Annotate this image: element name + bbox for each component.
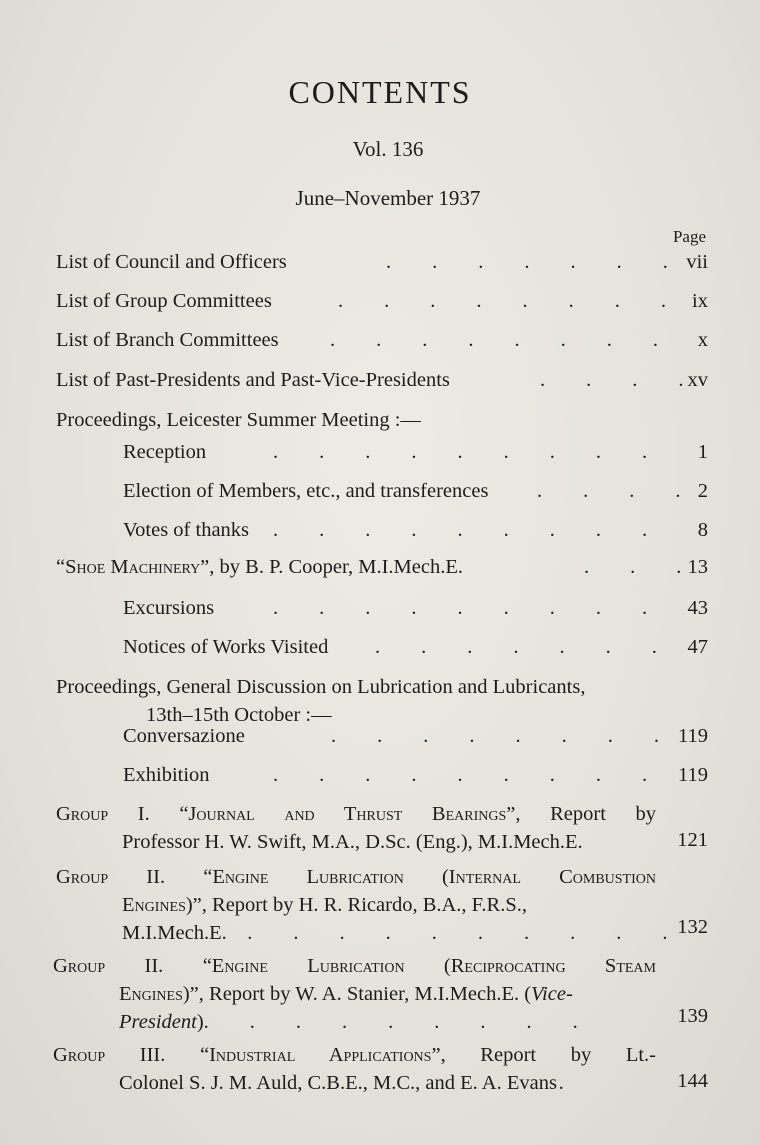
toc-entry-group-3[interactable] [53, 1041, 656, 1097]
toc-entry-label: Excursions [123, 597, 215, 619]
group-entry-line: Group I. “Journal and Thrust Bearings”, Report by [56, 803, 657, 825]
paper-author: , by B. P. Cooper, M.I.Mech.E. [209, 556, 464, 578]
toc-subentry[interactable] [123, 722, 708, 750]
toc-entry-label: List of Branch Committees [56, 329, 279, 351]
leader-dots: . . . . . . . [375, 636, 657, 658]
leader-dots: . . . . . . . . [330, 329, 658, 351]
toc-entry-page-row [660, 1067, 708, 1095]
leader-dots: . . . . [540, 369, 684, 391]
toc-entry[interactable] [56, 248, 708, 276]
group-entry-line: Colonel S. J. M. Auld, C.B.E., M.C., and E. A. Evans . [119, 1072, 564, 1094]
group-entry-line: President). . . . . . . . . [119, 1011, 578, 1033]
leader-dots: . . . [584, 556, 682, 578]
toc-entry-page: 8 [697, 519, 708, 541]
leader-dots: . . . . . . . . . [273, 519, 648, 541]
page-column-heading: Page [672, 227, 706, 246]
toc-entry-label: Exhibition [123, 764, 210, 786]
toc-entry-group-2-ic[interactable] [56, 863, 668, 947]
toc-entry-label: List of Council and Officers [56, 251, 287, 273]
leader-dots: . . . . . . . . [331, 725, 659, 747]
toc-subentry[interactable] [123, 633, 708, 661]
toc-entry-group-2-steam[interactable] [53, 952, 656, 1036]
toc-entry-page: 121 [677, 829, 708, 851]
toc-entry-page: 144 [677, 1070, 708, 1092]
leader-dots: . . . . . . . . [338, 290, 666, 312]
toc-entry-page: 132 [677, 916, 708, 938]
toc-entry-page: 13 [687, 556, 708, 578]
toc-entry-page: 47 [687, 636, 708, 658]
toc-entry-page: 139 [677, 1005, 708, 1027]
toc-entry-page: 119 [678, 764, 708, 786]
toc-entry-label: List of Group Committees [56, 290, 272, 312]
toc-entry[interactable] [56, 287, 708, 315]
toc-subentry[interactable] [123, 594, 708, 622]
leader-dots: . . . . . . . . . [273, 597, 648, 619]
toc-entry-page: 43 [687, 597, 708, 619]
group-entry-line: Group III. “Industrial Applications”, Report by Lt.- [53, 1044, 657, 1066]
toc-entry-page: xv [687, 369, 708, 391]
toc-entry-label: Election of Members, etc., and transferences [123, 480, 489, 502]
toc-entry-group-1[interactable] [56, 800, 656, 856]
section-heading-leicester: Proceedings, Leicester Summer Meeting :— [56, 409, 421, 431]
group-entry-line: Professor H. W. Swift, M.A., D.Sc. (Eng.), M.I.Mech.E. [122, 831, 583, 853]
page-title: CONTENTS [288, 74, 472, 110]
group-entry-line: Group II. “Engine Lubrication (Internal Combustion [56, 866, 656, 888]
toc-entry-page-row [660, 913, 708, 941]
leader-dots: . . . . [537, 480, 681, 502]
volume-label: Vol. 136 [352, 137, 424, 161]
date-range: June–November 1937 [295, 186, 481, 210]
toc-entry[interactable] [56, 326, 708, 354]
group-entry-line: Group II. “Engine Lubrication (Reciprocating Steam [53, 955, 656, 977]
paper-title: “Shoe Machinery” [56, 556, 210, 578]
group-entry-line: M.I.Mech.E. . . . . . . . . . . [122, 922, 668, 944]
toc-entry-page: 1 [697, 441, 708, 463]
leader-dots: . . . . . . . . . [273, 441, 648, 463]
toc-entry-label: Conversazione [123, 725, 245, 747]
toc-subentry[interactable] [123, 438, 708, 466]
group-entry-line: Engines)”, Report by W. A. Stanier, M.I.Mech.E. (Vice- [119, 983, 573, 1005]
toc-entry-label: List of Past-Presidents and Past-Vice-Presidents [56, 369, 450, 391]
toc-entry-shoe-machinery[interactable] [56, 553, 708, 581]
toc-entry-page: 119 [678, 725, 708, 747]
toc-subentry[interactable] [123, 516, 708, 544]
leader-dots: . . . . . . . . . [273, 764, 648, 786]
toc-entry-page: x [697, 329, 708, 351]
toc-entry-page: ix [692, 290, 708, 312]
toc-subentry[interactable] [123, 761, 708, 789]
toc-subentry[interactable] [123, 477, 708, 505]
toc-entry-page-row [660, 1002, 708, 1030]
toc-entry-label: Notices of Works Visited [123, 636, 329, 658]
toc-entry-label: Votes of thanks [123, 519, 250, 541]
toc-entry-page: 2 [697, 480, 708, 502]
toc-entry-page-row [660, 826, 708, 854]
group-entry-line: Engines)”, Report by H. R. Ricardo, B.A., F.R.S., [122, 894, 528, 916]
leader-dots: . . . . . . . [386, 251, 668, 273]
toc-entry-label: Reception [123, 441, 207, 463]
toc-entry-page: vii [686, 251, 708, 273]
section-heading-lubrication: Proceedings, General Discussion on Lubrication and Lubricants, 13th–15th October :— [56, 676, 586, 726]
toc-entry[interactable] [56, 366, 708, 394]
